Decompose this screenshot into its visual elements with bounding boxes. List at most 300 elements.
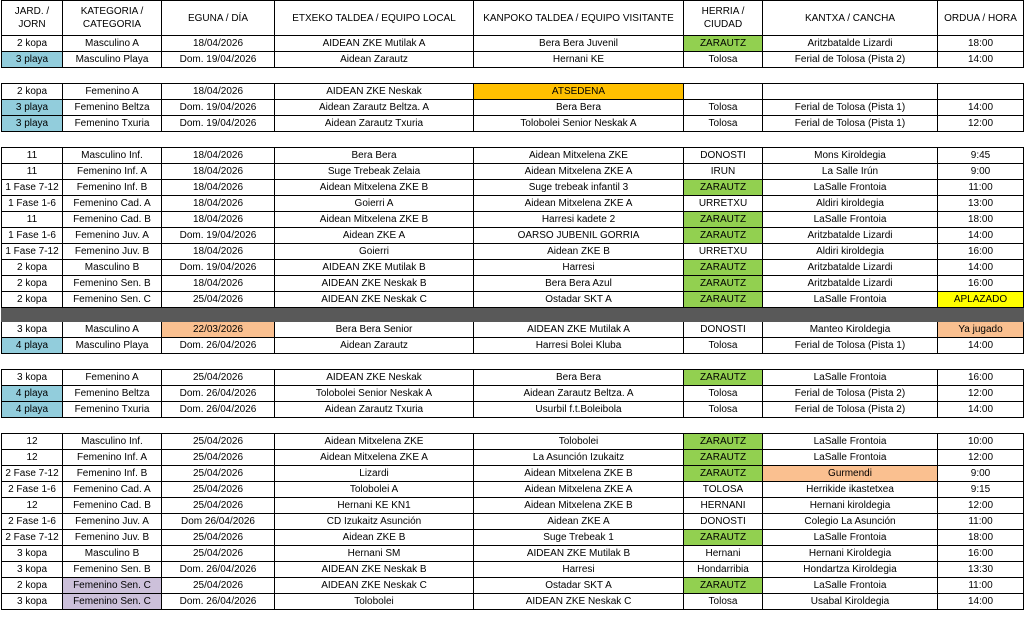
cell-categoria: Masculino Inf. bbox=[63, 148, 162, 164]
cell-cancha: Ferial de Tolosa (Pista 1) bbox=[763, 116, 938, 132]
cell-equipo-local: Tolobolei A bbox=[275, 482, 474, 498]
cell-ciudad: DONOSTI bbox=[684, 322, 763, 338]
cell-dia: 18/04/2026 bbox=[162, 276, 275, 292]
cell-dia: 18/04/2026 bbox=[162, 244, 275, 260]
cell-ciudad: ZARAUTZ bbox=[684, 578, 763, 594]
cell-ciudad: HERNANI bbox=[684, 498, 763, 514]
cell-equipo-local: AIDEAN ZKE Neskak B bbox=[275, 276, 474, 292]
table-row bbox=[2, 84, 1024, 100]
cell-jornada: 4 playa bbox=[2, 338, 63, 354]
cell-equipo-local: AIDEAN ZKE Mutilak A bbox=[275, 36, 474, 52]
cell-cancha: Hondartza Kiroldegia bbox=[763, 562, 938, 578]
table-row bbox=[2, 562, 1024, 578]
cell-cancha: Ferial de Tolosa (Pista 1) bbox=[763, 100, 938, 116]
cell-cancha: LaSalle Frontoia bbox=[763, 450, 938, 466]
cell-hora: 18:00 bbox=[938, 530, 1024, 546]
header-ciudad: HERRIA / CIUDAD bbox=[684, 1, 763, 36]
cell-ciudad: ZARAUTZ bbox=[684, 370, 763, 386]
cell-cancha: LaSalle Frontoia bbox=[763, 180, 938, 196]
separator-bar bbox=[2, 308, 1024, 322]
cell-hora: 14:00 bbox=[938, 594, 1024, 610]
cell-dia: 25/04/2026 bbox=[162, 450, 275, 466]
cell-cancha: Hernani Kiroldegia bbox=[763, 546, 938, 562]
cell-dia: 25/04/2026 bbox=[162, 466, 275, 482]
cell-equipo-visitante: Bera Bera Juvenil bbox=[474, 36, 684, 52]
cell-ciudad: ZARAUTZ bbox=[684, 180, 763, 196]
table-row bbox=[2, 180, 1024, 196]
separator-row bbox=[2, 308, 1024, 322]
cell-equipo-local: Tolobolei bbox=[275, 594, 474, 610]
cell-dia: Dom. 19/04/2026 bbox=[162, 260, 275, 276]
cell-dia: 18/04/2026 bbox=[162, 212, 275, 228]
cell-equipo-local: Goierri bbox=[275, 244, 474, 260]
table-row bbox=[2, 116, 1024, 132]
table-row bbox=[2, 338, 1024, 354]
cell-categoria: Masculino A bbox=[63, 36, 162, 52]
cell-cancha: Gurmendi bbox=[763, 466, 938, 482]
cell-hora: 12:00 bbox=[938, 450, 1024, 466]
cell-dia: Dom. 26/04/2026 bbox=[162, 338, 275, 354]
cell-equipo-local: Bera Bera bbox=[275, 148, 474, 164]
cell-hora: 16:00 bbox=[938, 546, 1024, 562]
table-row bbox=[2, 148, 1024, 164]
cell-cancha: Ferial de Tolosa (Pista 1) bbox=[763, 338, 938, 354]
cell-ciudad: ZARAUTZ bbox=[684, 228, 763, 244]
cell-ciudad: ZARAUTZ bbox=[684, 212, 763, 228]
table-row bbox=[2, 594, 1024, 610]
cell-hora: 16:00 bbox=[938, 370, 1024, 386]
cell-equipo-visitante: ATSEDENA bbox=[474, 84, 684, 100]
table-row bbox=[2, 434, 1024, 450]
cell-equipo-local: Aidean Zarautz bbox=[275, 338, 474, 354]
cell-cancha: Ferial de Tolosa (Pista 2) bbox=[763, 386, 938, 402]
cell-ciudad: ZARAUTZ bbox=[684, 466, 763, 482]
cell-dia: 18/04/2026 bbox=[162, 196, 275, 212]
cell-categoria: Femenino Txuria bbox=[63, 402, 162, 418]
cell-categoria: Femenino Beltza bbox=[63, 386, 162, 402]
cell-categoria: Femenino Juv. B bbox=[63, 530, 162, 546]
cell-dia: 18/04/2026 bbox=[162, 84, 275, 100]
cell-equipo-visitante: Aidean Mitxelena ZKE A bbox=[474, 196, 684, 212]
cell-jornada: 3 playa bbox=[2, 52, 63, 68]
cell-ciudad: Tolosa bbox=[684, 594, 763, 610]
cell-hora: 9:00 bbox=[938, 164, 1024, 180]
cell-equipo-local: AIDEAN ZKE Neskak C bbox=[275, 578, 474, 594]
cell-ciudad: Tolosa bbox=[684, 52, 763, 68]
cell-jornada: 3 kopa bbox=[2, 370, 63, 386]
cell-equipo-local: Aidean Mitxelena ZKE B bbox=[275, 212, 474, 228]
cell-categoria: Femenino Sen. B bbox=[63, 276, 162, 292]
cell-jornada: 2 Fase 7-12 bbox=[2, 530, 63, 546]
cell-ciudad: ZARAUTZ bbox=[684, 276, 763, 292]
cell-cancha: LaSalle Frontoia bbox=[763, 434, 938, 450]
schedule-body bbox=[2, 36, 1024, 610]
table-row bbox=[2, 292, 1024, 308]
cell-ciudad: Tolosa bbox=[684, 338, 763, 354]
cell-jornada: 11 bbox=[2, 164, 63, 180]
cell-categoria: Femenino A bbox=[63, 370, 162, 386]
header-hora: ORDUA / HORA bbox=[938, 1, 1024, 36]
cell-equipo-local: Lizardi bbox=[275, 466, 474, 482]
cell-ciudad: IRUN bbox=[684, 164, 763, 180]
table-row bbox=[2, 52, 1024, 68]
spacer-cell bbox=[2, 354, 1024, 370]
cell-equipo-local: AIDEAN ZKE Neskak C bbox=[275, 292, 474, 308]
cell-cancha: Colegio La Asunción bbox=[763, 514, 938, 530]
cell-dia: Dom. 19/04/2026 bbox=[162, 52, 275, 68]
cell-categoria: Femenino Sen. C bbox=[63, 578, 162, 594]
cell-equipo-local: Bera Bera Senior bbox=[275, 322, 474, 338]
cell-ciudad: Tolosa bbox=[684, 386, 763, 402]
cell-equipo-visitante: Tolobolei Senior Neskak A bbox=[474, 116, 684, 132]
schedule-table bbox=[1, 0, 1024, 610]
table-row bbox=[2, 450, 1024, 466]
cell-cancha: Usabal Kiroldegia bbox=[763, 594, 938, 610]
table-row bbox=[2, 196, 1024, 212]
cell-dia: Dom. 26/04/2026 bbox=[162, 562, 275, 578]
cell-categoria: Femenino Inf. B bbox=[63, 180, 162, 196]
cell-dia: Dom. 19/04/2026 bbox=[162, 100, 275, 116]
cell-ciudad: ZARAUTZ bbox=[684, 260, 763, 276]
cell-hora: 18:00 bbox=[938, 36, 1024, 52]
table-row bbox=[2, 578, 1024, 594]
cell-hora: 12:00 bbox=[938, 116, 1024, 132]
cell-cancha: LaSalle Frontoia bbox=[763, 578, 938, 594]
cell-dia: Dom. 26/04/2026 bbox=[162, 402, 275, 418]
cell-equipo-visitante: Aidean Zarautz Beltza. A bbox=[474, 386, 684, 402]
cell-ciudad: ZARAUTZ bbox=[684, 434, 763, 450]
cell-equipo-visitante: Aidean Mitxelena ZKE B bbox=[474, 498, 684, 514]
cell-equipo-local: Hernani KE KN1 bbox=[275, 498, 474, 514]
cell-hora: 14:00 bbox=[938, 100, 1024, 116]
cell-equipo-visitante: Bera Bera bbox=[474, 370, 684, 386]
cell-cancha: Aritzbatalde Lizardi bbox=[763, 228, 938, 244]
cell-jornada: 11 bbox=[2, 148, 63, 164]
cell-ciudad: Tolosa bbox=[684, 100, 763, 116]
cell-jornada: 12 bbox=[2, 498, 63, 514]
cell-cancha: Aldiri kiroldegia bbox=[763, 244, 938, 260]
cell-categoria: Femenino Sen. C bbox=[63, 594, 162, 610]
cell-categoria: Femenino Cad. A bbox=[63, 482, 162, 498]
table-row bbox=[2, 530, 1024, 546]
cell-hora: 13:30 bbox=[938, 562, 1024, 578]
cell-hora: Ya jugado bbox=[938, 322, 1024, 338]
spacer-cell bbox=[2, 418, 1024, 434]
cell-dia: 25/04/2026 bbox=[162, 482, 275, 498]
cell-categoria: Femenino Juv. A bbox=[63, 228, 162, 244]
cell-jornada: 4 playa bbox=[2, 386, 63, 402]
spacer-row bbox=[2, 132, 1024, 148]
cell-hora: 11:00 bbox=[938, 514, 1024, 530]
cell-cancha: Ferial de Tolosa (Pista 2) bbox=[763, 402, 938, 418]
cell-jornada: 12 bbox=[2, 450, 63, 466]
table-row bbox=[2, 212, 1024, 228]
cell-equipo-visitante: Usurbil f.t.Boleibola bbox=[474, 402, 684, 418]
cell-jornada: 2 kopa bbox=[2, 84, 63, 100]
cell-cancha: LaSalle Frontoia bbox=[763, 530, 938, 546]
cell-jornada: 3 kopa bbox=[2, 562, 63, 578]
cell-ciudad: ZARAUTZ bbox=[684, 450, 763, 466]
cell-equipo-local: Aidean Zarautz Txuria bbox=[275, 116, 474, 132]
cell-cancha: LaSalle Frontoia bbox=[763, 292, 938, 308]
cell-equipo-visitante: AIDEAN ZKE Neskak C bbox=[474, 594, 684, 610]
table-row bbox=[2, 276, 1024, 292]
cell-ciudad bbox=[684, 84, 763, 100]
table-row bbox=[2, 36, 1024, 52]
cell-equipo-visitante: Harresi bbox=[474, 562, 684, 578]
header-equipo-visitante: KANPOKO TALDEA / EQUIPO VISITANTE bbox=[474, 1, 684, 36]
cell-dia: 18/04/2026 bbox=[162, 36, 275, 52]
cell-ciudad: DONOSTI bbox=[684, 148, 763, 164]
cell-dia: 18/04/2026 bbox=[162, 148, 275, 164]
cell-categoria: Femenino Inf. A bbox=[63, 450, 162, 466]
cell-dia: 25/04/2026 bbox=[162, 434, 275, 450]
cell-equipo-local: Goierri A bbox=[275, 196, 474, 212]
cell-equipo-visitante: Ostadar SKT A bbox=[474, 292, 684, 308]
cell-hora: 13:00 bbox=[938, 196, 1024, 212]
cell-hora: 16:00 bbox=[938, 276, 1024, 292]
cell-hora: 11:00 bbox=[938, 578, 1024, 594]
spacer-row bbox=[2, 418, 1024, 434]
cell-hora: 12:00 bbox=[938, 498, 1024, 514]
table-row bbox=[2, 370, 1024, 386]
cell-jornada: 3 playa bbox=[2, 116, 63, 132]
cell-categoria: Femenino Juv. B bbox=[63, 244, 162, 260]
cell-jornada: 2 kopa bbox=[2, 292, 63, 308]
spacer-row bbox=[2, 354, 1024, 370]
cell-equipo-local: Aidean Mitxelena ZKE bbox=[275, 434, 474, 450]
cell-cancha: La Salle Irún bbox=[763, 164, 938, 180]
cell-hora: 18:00 bbox=[938, 212, 1024, 228]
cell-dia: 25/04/2026 bbox=[162, 370, 275, 386]
cell-equipo-visitante: Suge trebeak infantil 3 bbox=[474, 180, 684, 196]
cell-equipo-visitante: Tolobolei bbox=[474, 434, 684, 450]
cell-cancha bbox=[763, 84, 938, 100]
cell-dia: 25/04/2026 bbox=[162, 530, 275, 546]
cell-equipo-visitante: OARSO JUBENIL GORRIA bbox=[474, 228, 684, 244]
cell-categoria: Femenino A bbox=[63, 84, 162, 100]
cell-equipo-visitante: Aidean ZKE A bbox=[474, 514, 684, 530]
table-row bbox=[2, 322, 1024, 338]
cell-equipo-visitante: Aidean Mitxelena ZKE B bbox=[474, 466, 684, 482]
cell-categoria: Femenino Cad. A bbox=[63, 196, 162, 212]
cell-cancha: Mons Kiroldegia bbox=[763, 148, 938, 164]
cell-hora: 9:45 bbox=[938, 148, 1024, 164]
cell-categoria: Masculino Playa bbox=[63, 338, 162, 354]
cell-hora: 11:00 bbox=[938, 180, 1024, 196]
cell-ciudad: TOLOSA bbox=[684, 482, 763, 498]
cell-categoria: Masculino B bbox=[63, 546, 162, 562]
cell-categoria: Masculino B bbox=[63, 260, 162, 276]
cell-ciudad: Tolosa bbox=[684, 116, 763, 132]
cell-categoria: Femenino Sen. C bbox=[63, 292, 162, 308]
table-row bbox=[2, 498, 1024, 514]
cell-equipo-visitante: Ostadar SKT A bbox=[474, 578, 684, 594]
cell-categoria: Masculino Inf. bbox=[63, 434, 162, 450]
cell-cancha: Hernani kiroldegia bbox=[763, 498, 938, 514]
cell-equipo-local: AIDEAN ZKE Neskak bbox=[275, 84, 474, 100]
cell-jornada: 3 kopa bbox=[2, 594, 63, 610]
cell-categoria: Femenino Beltza bbox=[63, 100, 162, 116]
cell-hora: 14:00 bbox=[938, 338, 1024, 354]
header-row bbox=[2, 1, 1024, 36]
cell-hora: 9:00 bbox=[938, 466, 1024, 482]
cell-equipo-visitante: Aidean Mitxelena ZKE A bbox=[474, 164, 684, 180]
cell-jornada: 2 kopa bbox=[2, 276, 63, 292]
cell-hora: 10:00 bbox=[938, 434, 1024, 450]
cell-categoria: Masculino Playa bbox=[63, 52, 162, 68]
header-cancha: KANTXA / CANCHA bbox=[763, 1, 938, 36]
table-row bbox=[2, 482, 1024, 498]
spacer-cell bbox=[2, 132, 1024, 148]
cell-dia: Dom. 26/04/2026 bbox=[162, 594, 275, 610]
header-dia: EGUNA / DÍA bbox=[162, 1, 275, 36]
cell-jornada: 2 kopa bbox=[2, 578, 63, 594]
cell-equipo-visitante: Bera Bera Azul bbox=[474, 276, 684, 292]
header-equipo-local: ETXEKO TALDEA / EQUIPO LOCAL bbox=[275, 1, 474, 36]
cell-dia: 18/04/2026 bbox=[162, 164, 275, 180]
cell-equipo-local: AIDEAN ZKE Neskak B bbox=[275, 562, 474, 578]
cell-dia: Dom. 26/04/2026 bbox=[162, 386, 275, 402]
cell-equipo-local: Aidean ZKE B bbox=[275, 530, 474, 546]
cell-cancha: Herrikide ikastetxea bbox=[763, 482, 938, 498]
cell-equipo-local: Hernani SM bbox=[275, 546, 474, 562]
cell-equipo-visitante: Harresi Bolei Kluba bbox=[474, 338, 684, 354]
cell-jornada: 3 playa bbox=[2, 100, 63, 116]
cell-dia: 22/03/2026 bbox=[162, 322, 275, 338]
cell-cancha: Aritzbatalde Lizardi bbox=[763, 36, 938, 52]
table-row bbox=[2, 228, 1024, 244]
cell-equipo-local: Tolobolei Senior Neskak A bbox=[275, 386, 474, 402]
cell-equipo-visitante: Aidean Mitxelena ZKE A bbox=[474, 482, 684, 498]
cell-cancha: Aldiri kiroldegia bbox=[763, 196, 938, 212]
cell-equipo-local: Aidean Mitxelena ZKE A bbox=[275, 450, 474, 466]
cell-ciudad: DONOSTI bbox=[684, 514, 763, 530]
cell-categoria: Femenino Sen. B bbox=[63, 562, 162, 578]
table-row bbox=[2, 164, 1024, 180]
cell-equipo-visitante: AIDEAN ZKE Mutilak B bbox=[474, 546, 684, 562]
cell-equipo-visitante: Aidean ZKE B bbox=[474, 244, 684, 260]
cell-categoria: Femenino Cad. B bbox=[63, 212, 162, 228]
cell-equipo-visitante: Hernani KE bbox=[474, 52, 684, 68]
cell-equipo-visitante: AIDEAN ZKE Mutilak A bbox=[474, 322, 684, 338]
cell-jornada: 2 Fase 1-6 bbox=[2, 514, 63, 530]
cell-dia: Dom 26/04/2026 bbox=[162, 514, 275, 530]
cell-equipo-local: Aidean Mitxelena ZKE B bbox=[275, 180, 474, 196]
cell-equipo-visitante: La Asunción Izukaitz bbox=[474, 450, 684, 466]
cell-ciudad: Tolosa bbox=[684, 402, 763, 418]
cell-categoria: Femenino Inf. B bbox=[63, 466, 162, 482]
cell-jornada: 4 playa bbox=[2, 402, 63, 418]
cell-jornada: 1 Fase 7-12 bbox=[2, 180, 63, 196]
cell-ciudad: ZARAUTZ bbox=[684, 36, 763, 52]
cell-ciudad: URRETXU bbox=[684, 244, 763, 260]
cell-jornada: 12 bbox=[2, 434, 63, 450]
cell-cancha: Manteo Kiroldegia bbox=[763, 322, 938, 338]
table-row bbox=[2, 514, 1024, 530]
cell-categoria: Femenino Cad. B bbox=[63, 498, 162, 514]
cell-equipo-local: Aidean ZKE A bbox=[275, 228, 474, 244]
cell-hora: 14:00 bbox=[938, 52, 1024, 68]
cell-cancha: Ferial de Tolosa (Pista 2) bbox=[763, 52, 938, 68]
cell-hora: 14:00 bbox=[938, 402, 1024, 418]
cell-jornada: 3 kopa bbox=[2, 546, 63, 562]
cell-equipo-visitante: Harresi kadete 2 bbox=[474, 212, 684, 228]
cell-cancha: Aritzbatalde Lizardi bbox=[763, 260, 938, 276]
cell-cancha: Aritzbatalde Lizardi bbox=[763, 276, 938, 292]
cell-hora bbox=[938, 84, 1024, 100]
cell-dia: Dom. 19/04/2026 bbox=[162, 116, 275, 132]
cell-jornada: 2 Fase 7-12 bbox=[2, 466, 63, 482]
cell-hora: 14:00 bbox=[938, 228, 1024, 244]
cell-jornada: 3 kopa bbox=[2, 322, 63, 338]
cell-dia: 25/04/2026 bbox=[162, 546, 275, 562]
cell-hora: 12:00 bbox=[938, 386, 1024, 402]
cell-equipo-local: Aidean Zarautz Beltza. A bbox=[275, 100, 474, 116]
cell-dia: 18/04/2026 bbox=[162, 180, 275, 196]
table-row bbox=[2, 386, 1024, 402]
cell-categoria: Femenino Inf. A bbox=[63, 164, 162, 180]
header-categoria: KATEGORIA / CATEGORIA bbox=[63, 1, 162, 36]
cell-jornada: 2 kopa bbox=[2, 260, 63, 276]
cell-equipo-visitante: Suge Trebeak 1 bbox=[474, 530, 684, 546]
cell-equipo-local: AIDEAN ZKE Neskak bbox=[275, 370, 474, 386]
header-jornada: JARD. / JORN bbox=[2, 1, 63, 36]
cell-equipo-local: Aidean Zarautz bbox=[275, 52, 474, 68]
cell-hora: 9:15 bbox=[938, 482, 1024, 498]
cell-equipo-visitante: Bera Bera bbox=[474, 100, 684, 116]
cell-jornada: 11 bbox=[2, 212, 63, 228]
cell-dia: Dom. 19/04/2026 bbox=[162, 228, 275, 244]
cell-ciudad: URRETXU bbox=[684, 196, 763, 212]
table-row bbox=[2, 546, 1024, 562]
cell-dia: 25/04/2026 bbox=[162, 292, 275, 308]
cell-jornada: 2 kopa bbox=[2, 36, 63, 52]
cell-cancha: LaSalle Frontoia bbox=[763, 370, 938, 386]
cell-dia: 25/04/2026 bbox=[162, 498, 275, 514]
table-row bbox=[2, 260, 1024, 276]
cell-cancha: LaSalle Frontoia bbox=[763, 212, 938, 228]
cell-categoria: Masculino A bbox=[63, 322, 162, 338]
cell-equipo-visitante: Aidean Mitxelena ZKE bbox=[474, 148, 684, 164]
cell-ciudad: ZARAUTZ bbox=[684, 530, 763, 546]
cell-dia: 25/04/2026 bbox=[162, 578, 275, 594]
cell-equipo-local: CD Izukaitz Asunción bbox=[275, 514, 474, 530]
table-row bbox=[2, 402, 1024, 418]
cell-equipo-local: Aidean Zarautz Txuria bbox=[275, 402, 474, 418]
cell-jornada: 1 Fase 1-6 bbox=[2, 196, 63, 212]
cell-hora: 16:00 bbox=[938, 244, 1024, 260]
table-row bbox=[2, 244, 1024, 260]
cell-hora: APLAZADO bbox=[938, 292, 1024, 308]
spacer-row bbox=[2, 68, 1024, 84]
cell-jornada: 1 Fase 7-12 bbox=[2, 244, 63, 260]
table-row bbox=[2, 466, 1024, 482]
spacer-cell bbox=[2, 68, 1024, 84]
cell-categoria: Femenino Txuria bbox=[63, 116, 162, 132]
cell-ciudad: Hernani bbox=[684, 546, 763, 562]
cell-jornada: 1 Fase 1-6 bbox=[2, 228, 63, 244]
cell-equipo-local: AIDEAN ZKE Mutilak B bbox=[275, 260, 474, 276]
cell-categoria: Femenino Juv. A bbox=[63, 514, 162, 530]
cell-equipo-visitante: Harresi bbox=[474, 260, 684, 276]
cell-hora: 14:00 bbox=[938, 260, 1024, 276]
table-row bbox=[2, 100, 1024, 116]
cell-equipo-local: Suge Trebeak Zelaia bbox=[275, 164, 474, 180]
cell-jornada: 2 Fase 1-6 bbox=[2, 482, 63, 498]
cell-ciudad: ZARAUTZ bbox=[684, 292, 763, 308]
cell-ciudad: Hondarribia bbox=[684, 562, 763, 578]
